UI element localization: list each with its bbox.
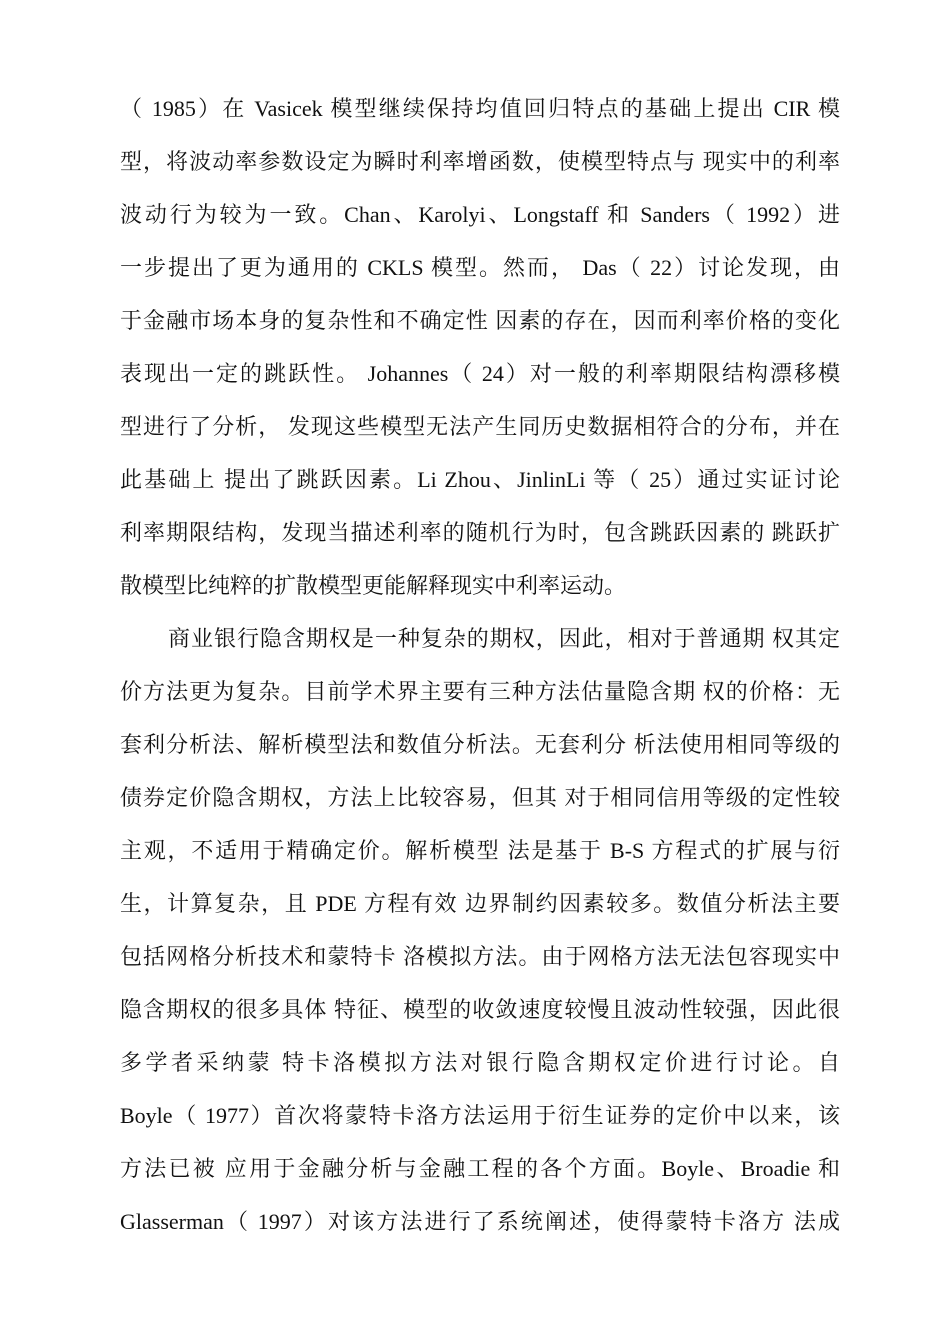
text-line: 生，计算复杂，且 PDE 方程有效 边界制约因素较多。数值分析法主要: [120, 891, 840, 916]
text-line: 表现出一定的跳跃性。 Johannes（ 24）对一般的利率期限结构漂移模: [120, 361, 840, 386]
text-line: 多学者采纳蒙 特卡洛模拟方法对银行隐含期权定价进行讨论。自: [120, 1050, 840, 1075]
text-line: 一步提出了更为通用的 CKLS 模型。然而， Das（ 22）讨论发现，由: [120, 255, 840, 280]
text-line: Boyle（ 1977）首次将蒙特卡洛方法运用于衍生证券的定价中以来，该: [120, 1103, 840, 1128]
text-line: 型，将波动率参数设定为瞬时利率增函数，使模型特点与 现实中的利率: [120, 149, 840, 174]
text-line: 波动行为较为一致。Chan、Karolyi、Longstaff 和 Sanders（ 1992）进: [120, 202, 840, 227]
text-line: 价方法更为复杂。目前学术界主要有三种方法估量隐含期 权的价格：无: [120, 679, 840, 704]
text-line: 债券定价隐含期权，方法上比较容易，但其 对于相同信用等级的定性较: [120, 785, 840, 810]
text-line: 方法已被 应用于金融分析与金融工程的各个方面。Boyle、Broadie 和: [120, 1156, 840, 1181]
text-line: 此基础上 提出了跳跃因素。Li Zhou、JinlinLi 等（ 25）通过实证讨论: [120, 467, 840, 492]
text-line: 型进行了分析， 发现这些模型无法产生同历史数据相符合的分布，并在: [120, 414, 840, 439]
text-line: 散模型比纯粹的扩散模型更能解释现实中利率运动。: [120, 573, 627, 598]
text-line: 于金融市场本身的复杂性和不确定性 因素的存在，因而利率价格的变化: [120, 308, 840, 333]
text-line: （ 1985）在 Vasicek 模型继续保持均值回归特点的基础上提出 CIR 模: [120, 96, 840, 121]
text-line: Glasserman（ 1997）对该方法进行了系统阐述，使得蒙特卡洛方 法成: [120, 1209, 840, 1234]
text-line: 利率期限结构，发现当描述利率的随机行为时，包含跳跃因素的 跳跃扩: [120, 520, 840, 545]
text-line: 套利分析法、解析模型法和数值分析法。无套利分 析法使用相同等级的: [120, 732, 840, 757]
text-line: 隐含期权的很多具体 特征、模型的收敛速度较慢且波动性较强，因此很: [120, 997, 840, 1022]
text-line: 包括网格分析技术和蒙特卡 洛模拟方法。由于网格方法无法包容现实中: [120, 944, 840, 969]
text-line: 主观，不适用于精确定价。解析模型 法是基于 B-S 方程式的扩展与衍: [120, 838, 840, 863]
text-line: 商业银行隐含期权是一种复杂的期权，因此，相对于普通期 权其定: [168, 626, 840, 651]
